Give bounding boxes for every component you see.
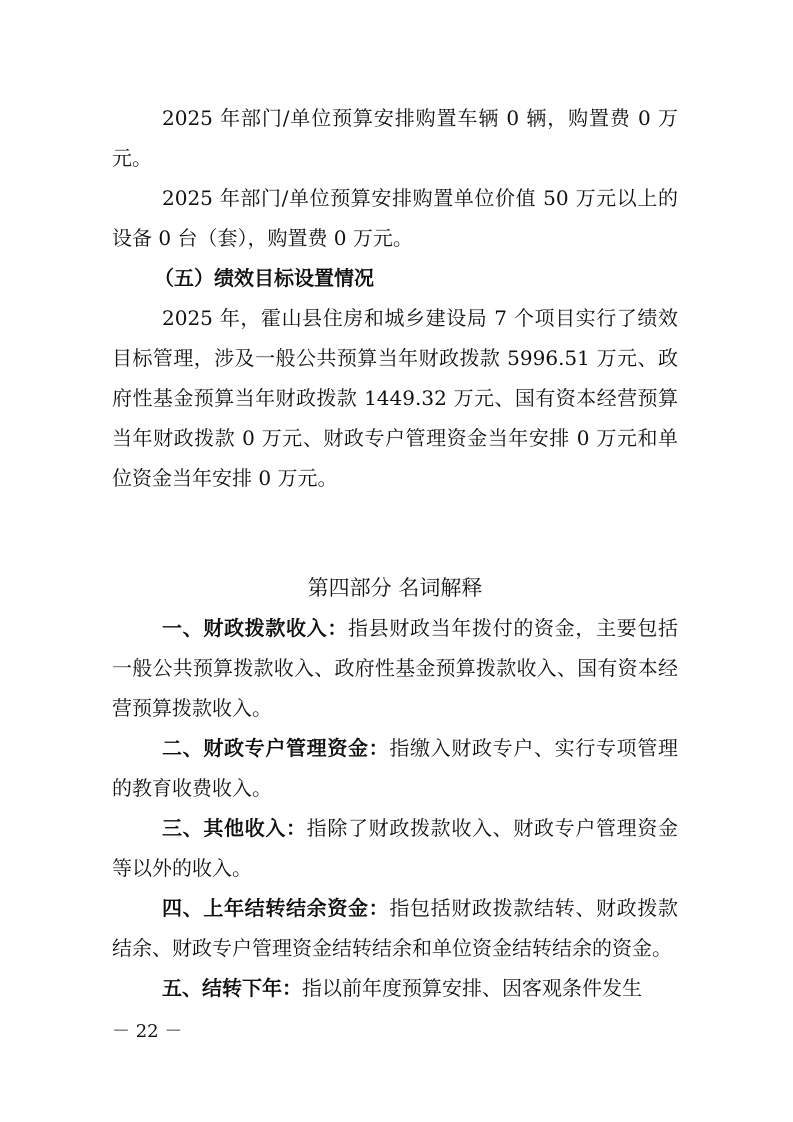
definition-text: 指以前年度预算安排、因客观条件发生: [302, 976, 642, 1000]
section-gap: [112, 498, 678, 568]
definition-term: 五、结转下年：: [162, 976, 302, 1000]
definition-item: [112, 608, 678, 728]
performance-heading: （五）绩效目标设置情况: [154, 266, 374, 290]
definition-term: 三、其他收入：: [162, 816, 307, 840]
definition-item: [112, 808, 678, 888]
definition-term: 二、财政专户管理资金：: [162, 736, 390, 760]
page-number: － 22 －: [112, 1021, 183, 1042]
definition-text: 指包括财政拨款结转、财政拨款结余、财政专户管理资金结转结余和单位资金结转结余的资金。: [112, 896, 679, 960]
performance-paragraph: 2025 年，霍山县住房和城乡建设局 7 个项目实行了绩效目标管理，涉及一般公共预算当年财政拨款 5996.51 万元、政府性基金预算当年财政拨款 1449.32 万元、国有资本经营预算当年财政拨款 0 万元、财政专户管理资金当年安排 0 万元和单位资金当年安排 0 万元。: [112, 306, 678, 490]
definition-term: 一、财政拨款收入：: [162, 616, 348, 640]
page-content: [112, 98, 678, 1008]
definition-item: [112, 968, 678, 1008]
definition-text: 指除了财政拨款收入、财政专户管理资金等以外的收入。: [112, 816, 679, 880]
equipment-purchase-paragraph: 2025 年部门/单位预算安排购置单位价值 50 万元以上的设备 0 台（套），购置费 0 万元。: [112, 186, 678, 250]
definition-item: [112, 728, 678, 808]
definition-text: 指县财政当年拨付的资金，主要包括一般公共预算拨款收入、政府性基金预算拨款收入、国有资本经营预算拨款收入。: [112, 616, 678, 720]
definition-term: 四、上年结转结余资金：: [162, 896, 390, 920]
definition-text: 指缴入财政专户、实行专项管理的教育收费收入。: [112, 736, 679, 800]
definition-item: [112, 888, 678, 968]
vehicle-purchase-paragraph: 2025 年部门/单位预算安排购置车辆 0 辆，购置费 0 万元。: [112, 106, 678, 170]
part4-title: 第四部分 名词解释: [307, 576, 483, 600]
